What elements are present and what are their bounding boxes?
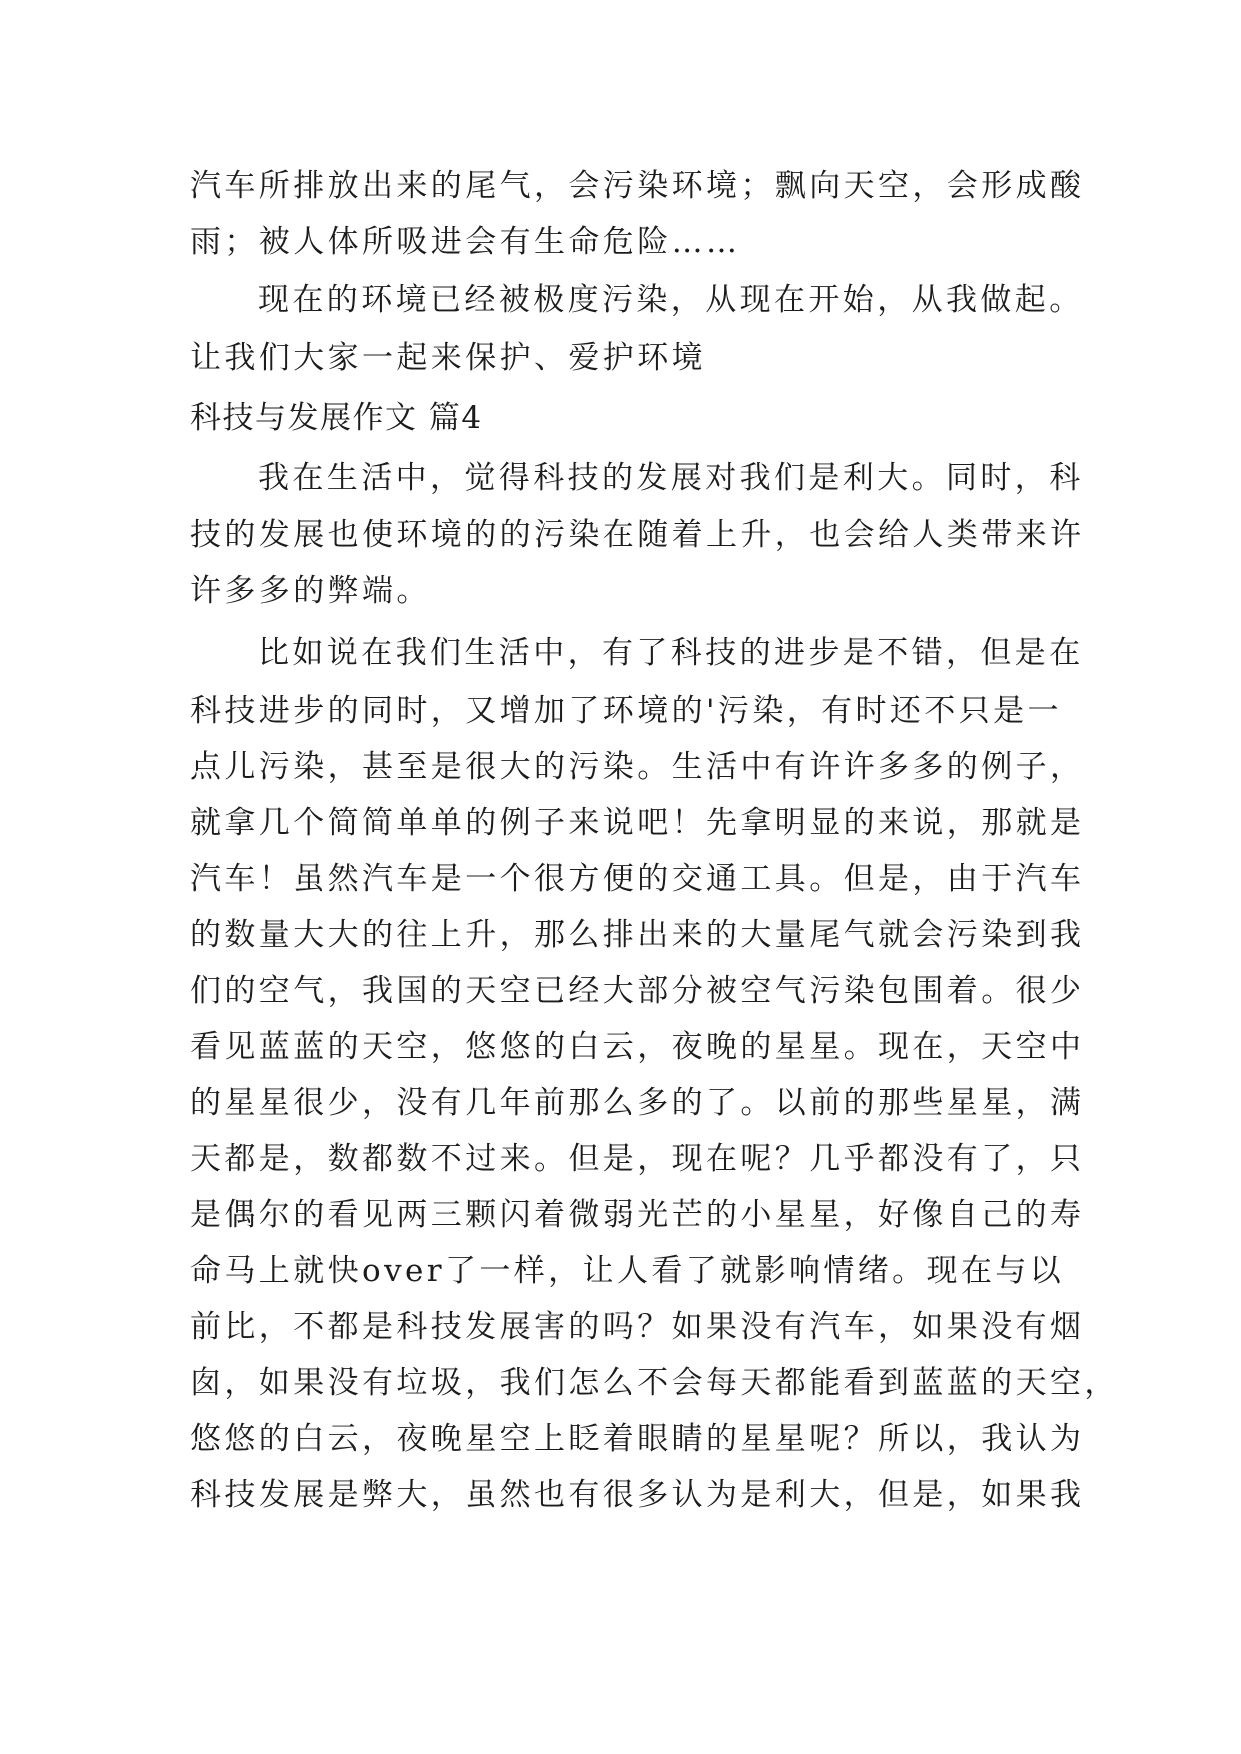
text-line: 前比，不都是科技发展害的吗？如果没有汽车，如果没有烟 (190, 1309, 1085, 1345)
text-line: 许多多的弊端。 (190, 573, 431, 609)
text-line: 囱，如果没有垃圾，我们怎么不会每天都能看到蓝蓝的天空， (190, 1365, 1119, 1401)
text-line: 看见蓝蓝的天空，悠悠的白云，夜晚的星星。现在，天空中 (190, 1029, 1085, 1065)
text-line: 是偶尔的看见两三颗闪着微弱光芒的小星星，好像自己的寿 (190, 1197, 1085, 1233)
text-line: 汽车所排放出来的尾气，会污染环境；飘向天空，会形成酸 (190, 168, 1085, 204)
text-line: 雨；被人体所吸进会有生命危险…… (190, 224, 741, 260)
text-line: 点儿污染，甚至是很大的污染。生活中有许许多多的例子， (190, 749, 1085, 785)
text-line: 的星星很少，没有几年前那么多的了。以前的那些星星，满 (190, 1085, 1085, 1121)
text-line: 的数量大大的往上升，那么排出来的大量尾气就会污染到我 (190, 917, 1085, 953)
text-line: 悠悠的白云，夜晚星空上眨着眼睛的星星呢？所以，我认为 (190, 1421, 1085, 1457)
paragraph-first-line: 现在的环境已经被极度污染，从现在开始，从我做起。 (258, 282, 1084, 318)
text-line: 就拿几个简简单单的例子来说吧！先拿明显的来说，那就是 (190, 805, 1085, 841)
text-line: 命马上就快over了一样，让人看了就影响情绪。现在与以 (190, 1253, 1065, 1289)
paragraph-first-line: 比如说在我们生活中，有了科技的进步是不错，但是在 (258, 635, 1084, 671)
text-line: 技的发展也使环境的的污染在随着上升，也会给人类带来许 (190, 517, 1085, 553)
text-line: 天都是，数都数不过来。但是，现在呢？几乎都没有了，只 (190, 1141, 1085, 1177)
text-line: 科技发展是弊大，虽然也有很多认为是利大，但是，如果我 (190, 1477, 1085, 1513)
text-line: 让我们大家一起来保护、爱护环境 (190, 340, 706, 376)
paragraph-first-line: 我在生活中，觉得科技的发展对我们是利大。同时，科 (258, 460, 1084, 496)
section-heading: 科技与发展作文 篇4 (190, 400, 483, 436)
text-line: 科技进步的同时，又增加了环境的'污染，有时还不只是一 (190, 693, 1062, 729)
text-line: 们的空气，我国的天空已经大部分被空气污染包围着。很少 (190, 973, 1085, 1009)
text-line: 汽车！虽然汽车是一个很方便的交通工具。但是，由于汽车 (190, 861, 1085, 897)
